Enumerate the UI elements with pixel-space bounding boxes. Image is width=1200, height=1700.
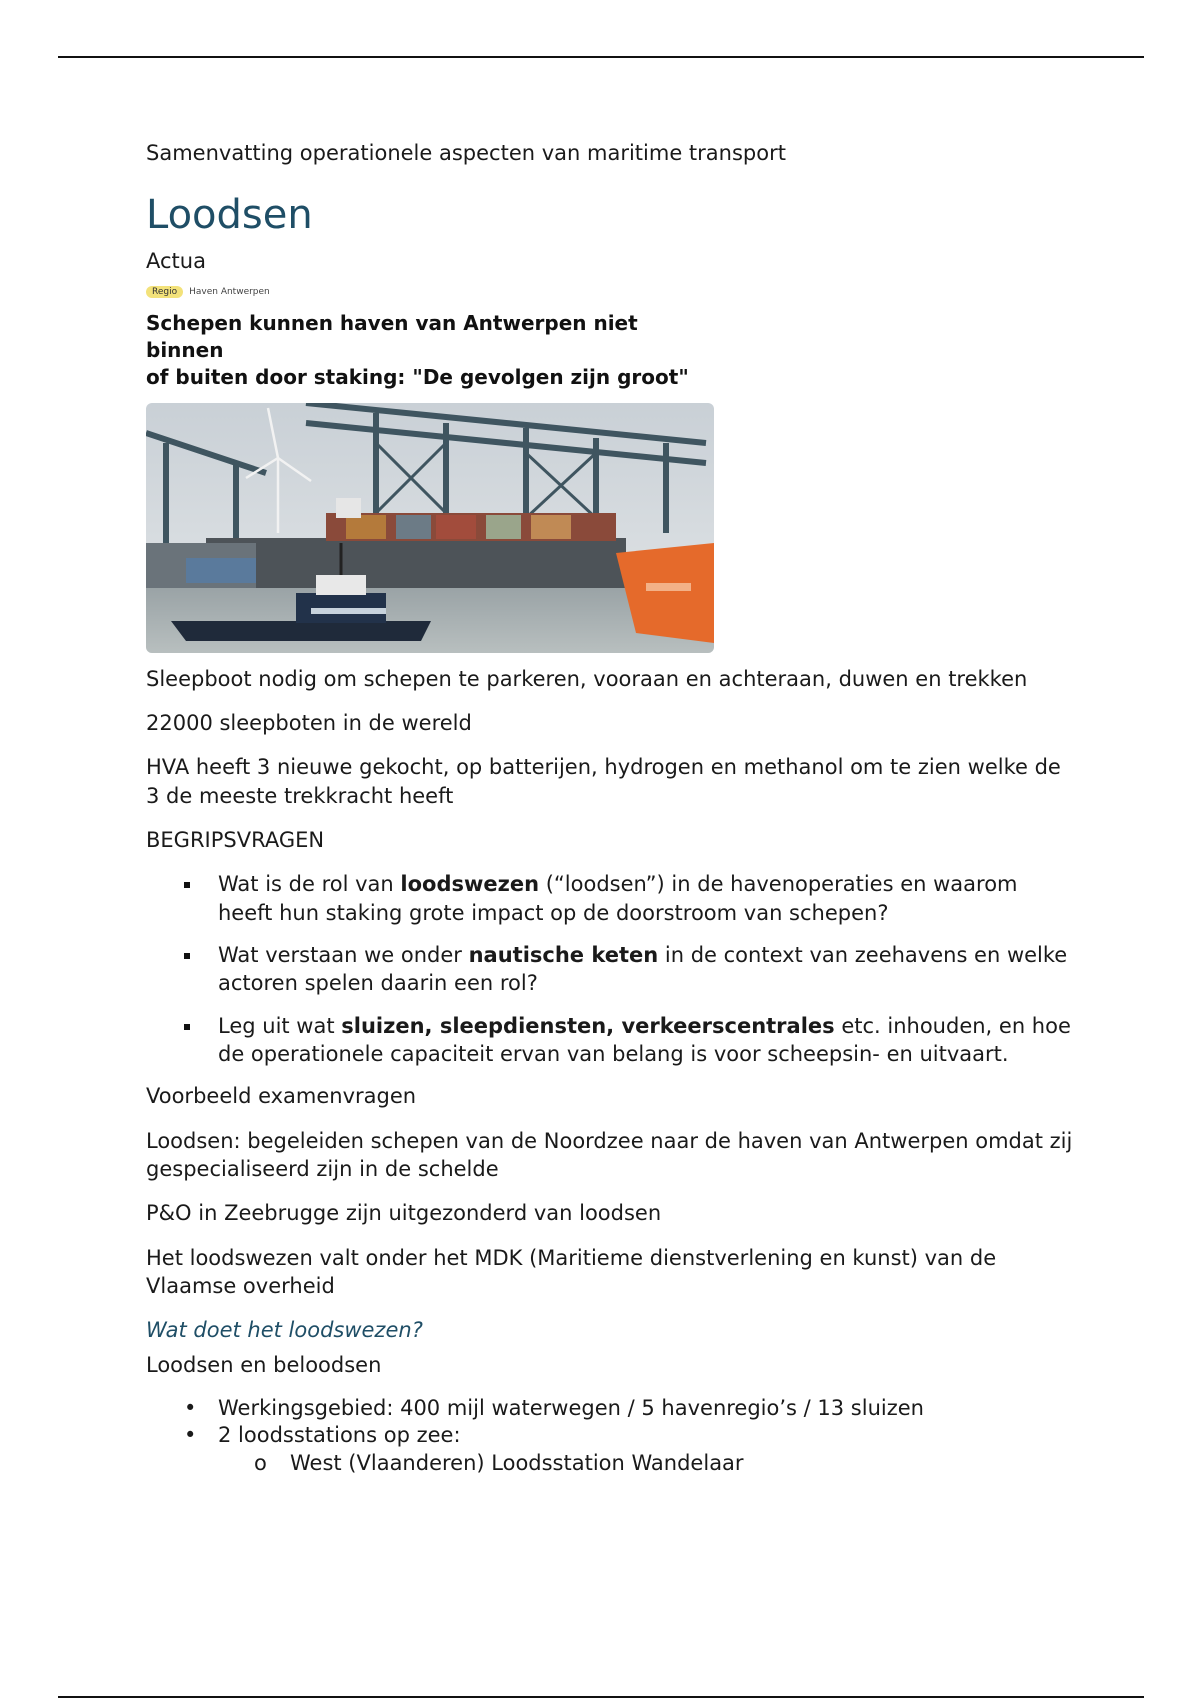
loodsstations-sublist [218, 1450, 1076, 1477]
document-title: Samenvatting operationele aspecten van maritime transport [146, 141, 786, 165]
paragraph-sleepboot: Sleepboot nodig om schepen te parkeren, vooraan en achteraan, duwen en trekken [146, 666, 1028, 691]
tag-regio: Regio [146, 286, 183, 298]
heading-loodsen: Loodsen [146, 192, 313, 239]
bullet-icon: • [184, 1396, 197, 1421]
paragraph-po-zeebrugge: P&O in Zeebrugge zijn uitgezonderd van loodsen [146, 1201, 662, 1226]
tag-haven: Haven Antwerpen [189, 286, 270, 297]
circle-bullet-icon: o [254, 1450, 267, 1475]
label-voorbeeld-examenvragen: Voorbeeld examenvragen [146, 1084, 417, 1109]
port-photo [146, 403, 714, 653]
news-headline-line1: Schepen kunnen haven van Antwerpen niet binnen [146, 310, 638, 362]
paragraph-hva: HVA heeft 3 nieuwe gekocht, op batterijen, hydrogen en methanol om te zien welke de 3 de meeste trekkracht heeft [146, 755, 1061, 808]
news-tags [146, 286, 716, 298]
section-heading-loodswezen: Wat doet het loodswezen? [146, 1318, 423, 1343]
paragraph-sleepboten-count: 22000 sleepboten in de wereld [146, 710, 472, 735]
list-item: Wat verstaan we onder nautische keten in de context van zeehavens en welke actoren spelen daarin een rol? [218, 941, 1076, 998]
news-clipping [146, 286, 716, 653]
subheading-loodsen-beloodsen: Loodsen en beloodsen [146, 1352, 382, 1377]
list-item: o West (Vlaanderen) Loodsstation Wandelaar [290, 1450, 1076, 1477]
subheading-actua: Actua [146, 249, 206, 274]
list-item: Leg uit wat sluizen, sleepdiensten, verkeerscentrales etc. inhouden, en hoe de operationele capaciteit ervan van belang is voor scheepsin- en uitvaart. [218, 1012, 1076, 1069]
square-bullet-icon [184, 953, 190, 959]
paragraph-mdk: Het loodswezen valt onder het MDK (Maritieme dienstverlening en kunst) van de Vlaamse overheid [146, 1245, 997, 1299]
werking-list [146, 1395, 1076, 1477]
page-content [146, 140, 1076, 1477]
news-headline-line2: of buiten door staking: "De gevolgen zijn groot" [146, 364, 689, 389]
news-headline [146, 310, 716, 391]
top-rule [58, 56, 1144, 58]
list-item: • 2 loodsstations op zee: o West (Vlaanderen) Loodsstation Wandelaar [218, 1422, 1076, 1477]
square-bullet-icon [184, 882, 190, 888]
label-begripsvragen: BEGRIPSVRAGEN [146, 828, 325, 853]
begripsvragen-list [146, 870, 1076, 1068]
paragraph-loodsen-begeleiden: Loodsen: begeleiden schepen van de Noordzee naar de haven van Antwerpen omdat zij gespecialiseerd zijn in de schelde [146, 1128, 1073, 1182]
bottom-rule [58, 1696, 1144, 1698]
bullet-icon: • [184, 1423, 197, 1448]
list-item: Wat is de rol van loodswezen (“loodsen”) in de havenoperaties en waarom heeft hun staking grote impact op de doorstroom van schepen? [218, 870, 1076, 927]
square-bullet-icon [184, 1024, 190, 1030]
list-item: • Werkingsgebied: 400 mijl waterwegen / 5 havenregio’s / 13 sluizen [218, 1395, 1076, 1422]
